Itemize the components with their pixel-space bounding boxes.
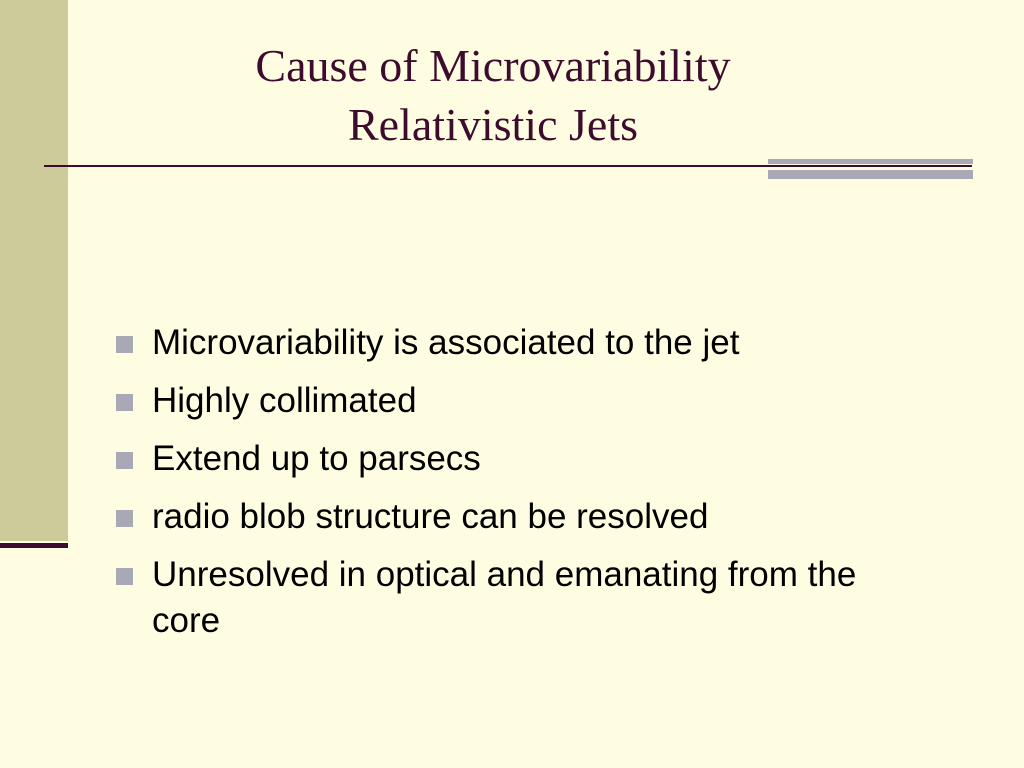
bullet-list [116,320,916,656]
bullet-text: radio blob structure can be resolved [152,497,709,536]
square-bullet-icon [116,336,133,353]
slide-title [68,36,918,154]
title-divider-accent-bottom [768,170,973,179]
square-bullet-icon [116,568,133,585]
bullet-text: Unresolved in optical and emanating from the core [152,555,857,640]
title-line-2: Relativistic Jets [347,99,638,150]
bullet-text: Extend up to parsecs [152,439,481,478]
bullet-item [116,436,916,482]
bullet-item [116,494,916,540]
bullet-item [116,378,916,424]
bullet-text: Microvariability is associated to the jet [152,323,740,362]
left-sidebar-band [0,0,68,541]
square-bullet-icon [116,394,133,411]
square-bullet-icon [116,452,133,469]
bullet-text: Highly collimated [152,381,417,420]
title-divider-accent-top [768,159,973,164]
title-line-1: Cause of Microvariability [255,40,731,91]
bullet-item [116,320,916,366]
bullet-item [116,552,916,644]
title-divider [44,165,972,167]
left-sidebar-accent-line [0,543,68,548]
square-bullet-icon [116,510,133,527]
